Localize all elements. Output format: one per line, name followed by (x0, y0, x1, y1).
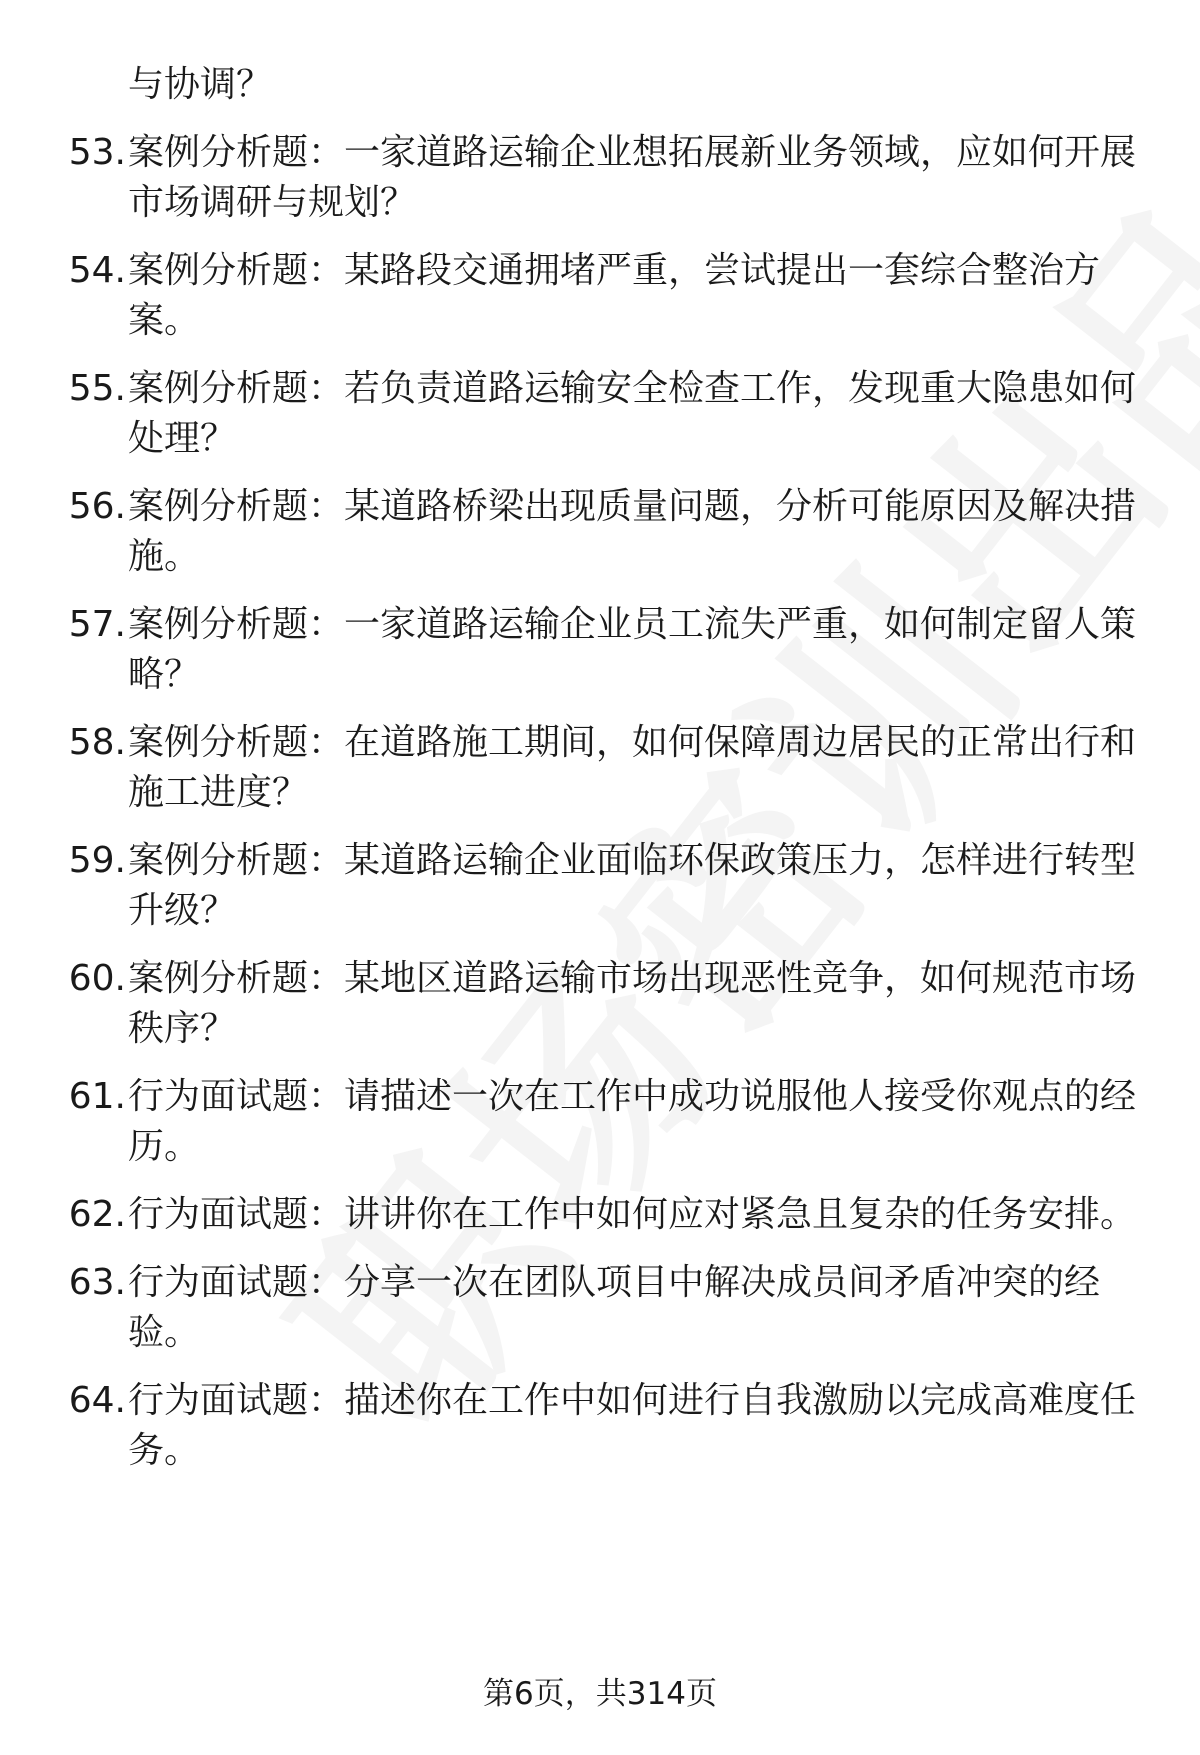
question-line: 案例分析题：某路段交通拥堵严重，尝试提出一套综合整治方 (128, 250, 1101, 291)
question-line: 处理？ (128, 418, 237, 459)
question-number: 62. (68, 1194, 126, 1235)
question-line: 略？ (128, 654, 201, 695)
question-line: 行为面试题：描述你在工作中如何进行自我激励以完成高难度任 (128, 1380, 1137, 1421)
question-line: 务。 (128, 1430, 201, 1471)
question-line: 案例分析题：某道路桥梁出现质量问题，分析可能原因及解决措 (128, 486, 1137, 527)
question-line: 案例分析题：某道路运输企业面临环保政策压力，怎样进行转型 (128, 840, 1137, 881)
question-line: 案例分析题：一家道路运输企业想拓展新业务领域，应如何开展 (128, 132, 1137, 173)
question-number: 56. (68, 486, 126, 527)
question-number: 53. (68, 132, 126, 173)
question-number: 60. (68, 958, 126, 999)
question-line: 秩序？ (128, 1008, 237, 1049)
question-number: 59. (68, 840, 126, 881)
question-line: 历。 (128, 1126, 201, 1167)
question-line: 案例分析题：某地区道路运输市场出现恶性竞争，如何规范市场 (128, 958, 1137, 999)
question-number: 64. (68, 1380, 126, 1421)
question-line: 施工进度？ (128, 772, 309, 813)
question-number: 61. (68, 1076, 126, 1117)
question-number: 54. (68, 250, 126, 291)
question-line: 市场调研与规划？ (128, 182, 417, 223)
question-line: 案例分析题：在道路施工期间，如何保障周边居民的正常出行和 (128, 722, 1137, 763)
question-line: 行为面试题：讲讲你在工作中如何应对紧急且复杂的任务安排。 (128, 1194, 1137, 1235)
question-number: 57. (68, 604, 126, 645)
question-line: 案例分析题：若负责道路运输安全检查工作，发现重大隐患如何 (128, 368, 1137, 409)
page-footer: 第6页，共314页 (483, 1676, 717, 1712)
question-line: 案例分析题：一家道路运输企业员工流失严重，如何制定留人策 (128, 604, 1137, 645)
question-line: 升级？ (128, 890, 237, 931)
question-number: 63. (68, 1262, 126, 1303)
question-number: 58. (68, 722, 126, 763)
question-line: 与协调？ (128, 64, 273, 105)
question-line: 行为面试题：分享一次在团队项目中解决成员间矛盾冲突的经 (128, 1262, 1101, 1303)
question-line: 行为面试题：请描述一次在工作中成功说服他人接受你观点的经 (128, 1076, 1137, 1117)
question-number: 55. (68, 368, 126, 409)
question-line: 施。 (128, 536, 201, 577)
question-line: 案。 (128, 300, 201, 341)
question-line: 验。 (128, 1312, 201, 1353)
